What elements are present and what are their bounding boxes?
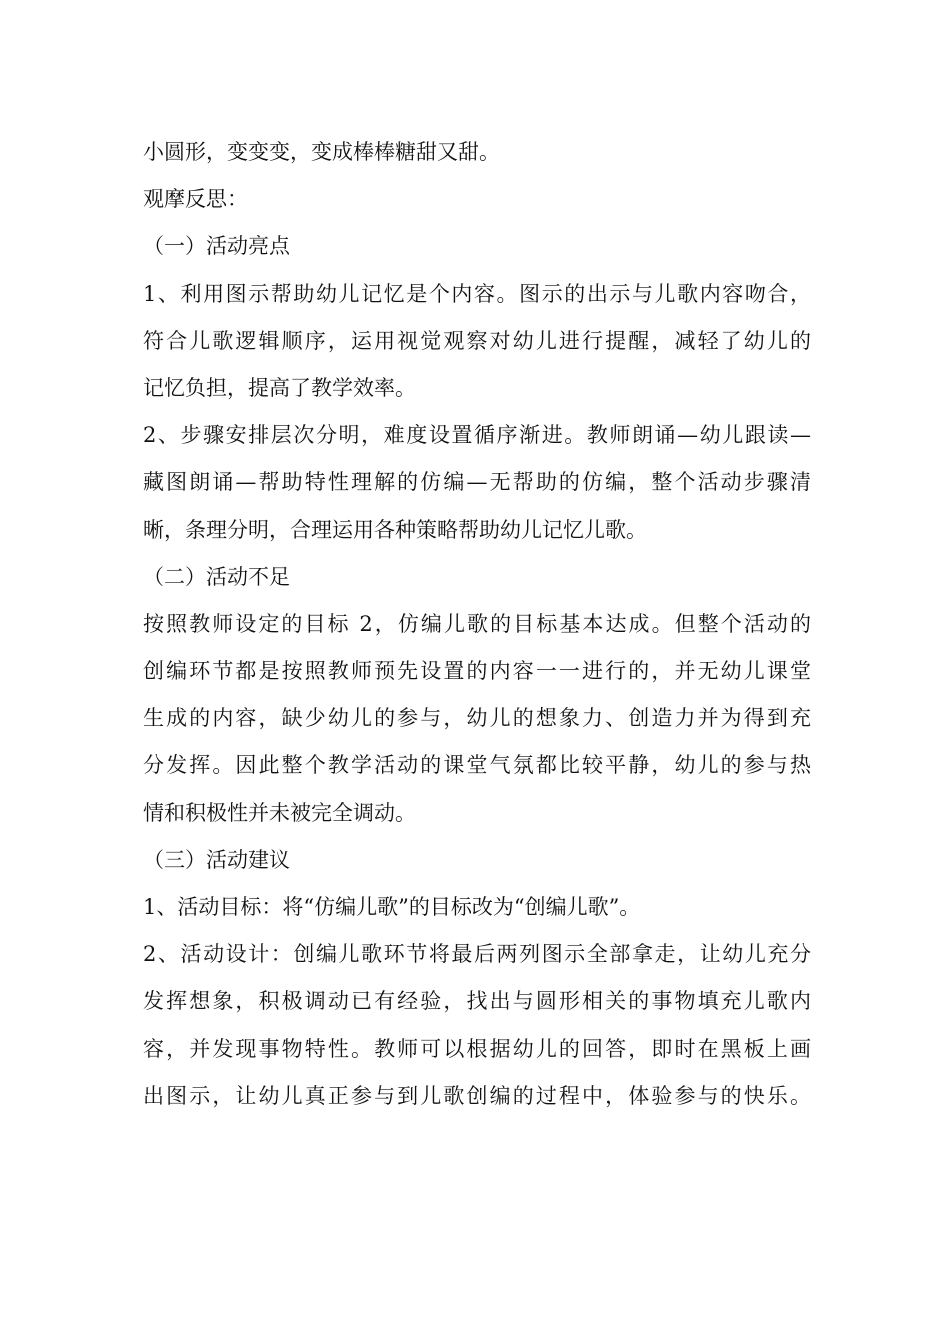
text-line: 出图示，让幼儿真正参与到儿歌创编的过程中，体验参与的快乐。 <box>143 1083 811 1108</box>
text-line: 小圆形，变变变，变成棒棒糖甜又甜。 <box>143 140 500 164</box>
subsection-heading: （三）活动建议 <box>143 847 290 872</box>
subsection-heading: （一）活动亮点 <box>143 234 290 259</box>
text-line: 情和积极性并未被完全调动。 <box>143 800 416 825</box>
text-line: 生成的内容，缺少幼儿的参与，幼儿的想象力、创造力并为得到充 <box>143 706 811 731</box>
text-line: 2、步骤安排层次分明，难度设置循序渐进。教师朗诵—幼儿跟读— <box>143 423 811 448</box>
text-line: 发挥想象，积极调动已有经验，找出与圆形相关的事物填充儿歌内 <box>143 989 811 1014</box>
text-line: 按照教师设定的目标 2，仿编儿歌的目标基本达成。但整个活动的 <box>143 611 811 636</box>
text-line: 记忆负担，提高了教学效率。 <box>143 375 416 400</box>
text-line: 容，并发现事物特性。教师可以根据幼儿的回答，即时在黑板上画 <box>143 1036 811 1061</box>
text-line: 分发挥。因此整个教学活动的课堂气氛都比较平静，幼儿的参与热 <box>143 753 811 778</box>
text-line: 创编环节都是按照教师预先设置的内容一一进行的，并无幼儿课堂 <box>143 659 811 684</box>
document-body <box>143 133 811 1124</box>
text-line: 晰，条理分明，合理运用各种策略帮助幼儿记忆儿歌。 <box>143 517 647 542</box>
text-line: 1、活动目标：将“仿编儿歌”的目标改为“创编儿歌”。 <box>143 895 641 919</box>
section-heading: 观摩反思： <box>143 187 248 212</box>
text-line: 藏图朗诵—帮助特性理解的仿编—无帮助的仿编，整个活动步骤清 <box>143 470 811 495</box>
text-line: 符合儿歌逻辑顺序，运用视觉观察对幼儿进行提醒，减轻了幼儿的 <box>143 328 811 353</box>
text-line: 2、活动设计：创编儿歌环节将最后两列图示全部拿走，让幼儿充分 <box>143 942 811 967</box>
text-line: 1、利用图示帮助幼儿记忆是个内容。图示的出示与儿歌内容吻合， <box>143 281 811 306</box>
subsection-heading: （二）活动不足 <box>143 564 290 589</box>
